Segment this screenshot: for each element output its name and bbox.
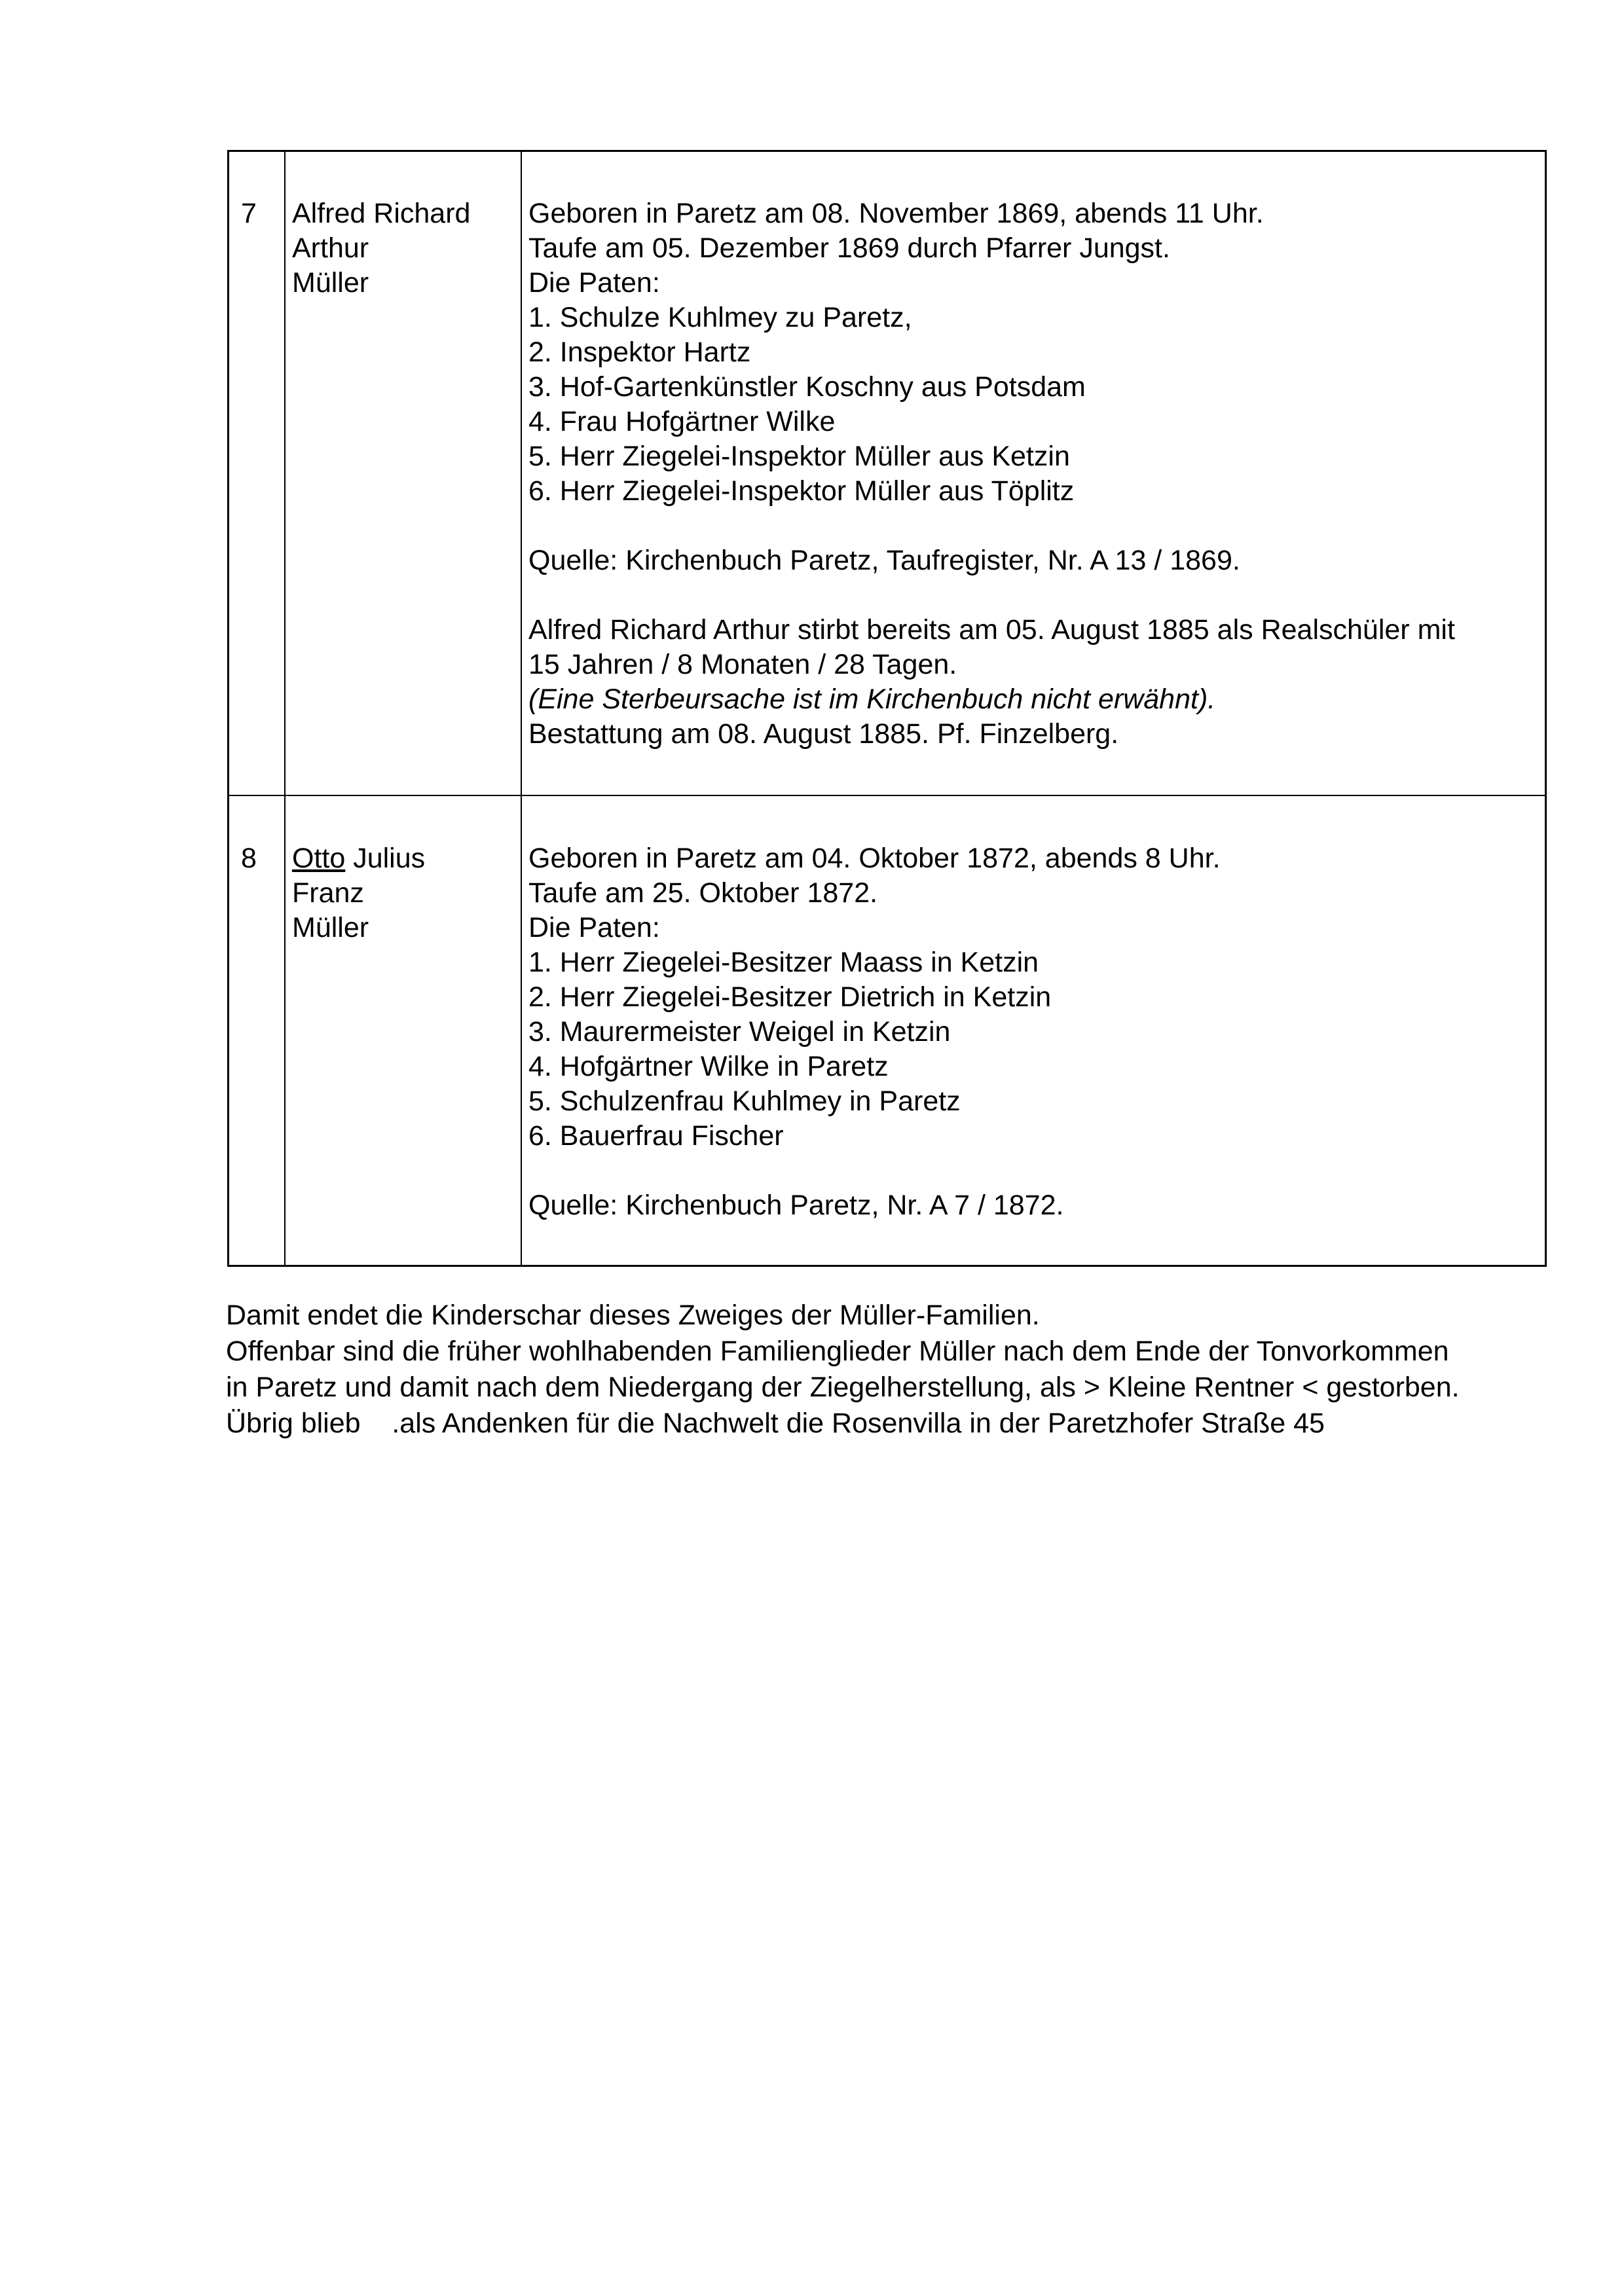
death-note: (Eine Sterbeursache ist im Kirchenbuch nicht erwähnt). (528, 683, 1216, 715)
entry-name (292, 196, 470, 301)
name-rest: Julius (345, 843, 426, 874)
godparents-label: Die Paten: (528, 912, 660, 943)
godparent-item: 3. Hof-Gartenkünstler Koschny aus Potsdam (528, 371, 1086, 403)
godparent-item: 5. Herr Ziegelei-Inspektor Müller aus Ketzin (528, 441, 1070, 472)
source-line: Quelle: Kirchenbuch Paretz, Nr. A 7 / 1872. (528, 1190, 1064, 1221)
name-line: Alfred Richard (292, 198, 471, 229)
entry-number: 8 (241, 843, 257, 874)
godparent-item: 6. Herr Ziegelei-Inspektor Müller aus Töplitz (528, 475, 1075, 507)
godparent-item: 3. Maurermeister Weigel in Ketzin (528, 1016, 951, 1048)
godparents-label: Die Paten: (528, 267, 660, 299)
name-line: Arthur (292, 232, 369, 264)
closing-line: Übrig blieb .als Andenken für die Nachwelt die Rosenvilla in der Paretzhofer Straße 45 (226, 1408, 1325, 1439)
godparent-item: 4. Frau Hofgärtner Wilke (528, 406, 836, 437)
entry-number: 7 (241, 198, 257, 229)
column-divider (284, 152, 286, 1265)
burial-line: Bestattung am 08. August 1885. Pf. Finzelberg. (528, 718, 1119, 750)
closing-line: Offenbar sind die früher wohlhabenden Familienglieder Müller nach dem Ende der Tonvorkommen (226, 1336, 1449, 1367)
godparent-item: 2. Inspektor Hartz (528, 337, 751, 368)
name-line (292, 841, 425, 876)
family-table (227, 150, 1547, 1267)
name-line: Müller (292, 912, 369, 943)
birth-line: Geboren in Paretz am 04. Oktober 1872, abends 8 Uhr. (528, 843, 1221, 874)
godparent-item: 4. Hofgärtner Wilke in Paretz (528, 1051, 889, 1082)
godparent-item: 6. Bauerfrau Fischer (528, 1120, 784, 1152)
name-line: Franz (292, 877, 364, 909)
death-line: Alfred Richard Arthur stirbt bereits am 05. August 1885 als Realschüler mit (528, 614, 1455, 646)
godparent-item: 1. Herr Ziegelei-Besitzer Maass in Ketzin (528, 947, 1039, 978)
underlined-name: Otto (292, 843, 346, 874)
entry-details (528, 196, 1455, 752)
closing-line: in Paretz und damit nach dem Niedergang der Ziegelherstellung, als > Kleine Rentner < gestorben. (226, 1372, 1460, 1403)
birth-line: Geboren in Paretz am 08. November 1869, abends 11 Uhr. (528, 198, 1264, 229)
closing-line: Damit endet die Kinderschar dieses Zweiges der Müller-Familien. (226, 1300, 1040, 1331)
godparent-item: 5. Schulzenfrau Kuhlmey in Paretz (528, 1085, 961, 1117)
entry-details (528, 841, 1221, 1223)
closing-paragraph (226, 1298, 1460, 1442)
name-line: Müller (292, 267, 369, 299)
source-line: Quelle: Kirchenbuch Paretz, Taufregister, Nr. A 13 / 1869. (528, 545, 1240, 576)
baptism-line: Taufe am 25. Oktober 1872. (528, 877, 878, 909)
godparent-item: 2. Herr Ziegelei-Besitzer Dietrich in Ketzin (528, 981, 1052, 1013)
entry-name (292, 841, 425, 945)
row-divider (229, 795, 1545, 796)
godparent-item: 1. Schulze Kuhlmey zu Paretz, (528, 302, 912, 333)
death-line: 15 Jahren / 8 Monaten / 28 Tagen. (528, 649, 957, 680)
column-divider (521, 152, 522, 1265)
baptism-line: Taufe am 05. Dezember 1869 durch Pfarrer Jungst. (528, 232, 1170, 264)
